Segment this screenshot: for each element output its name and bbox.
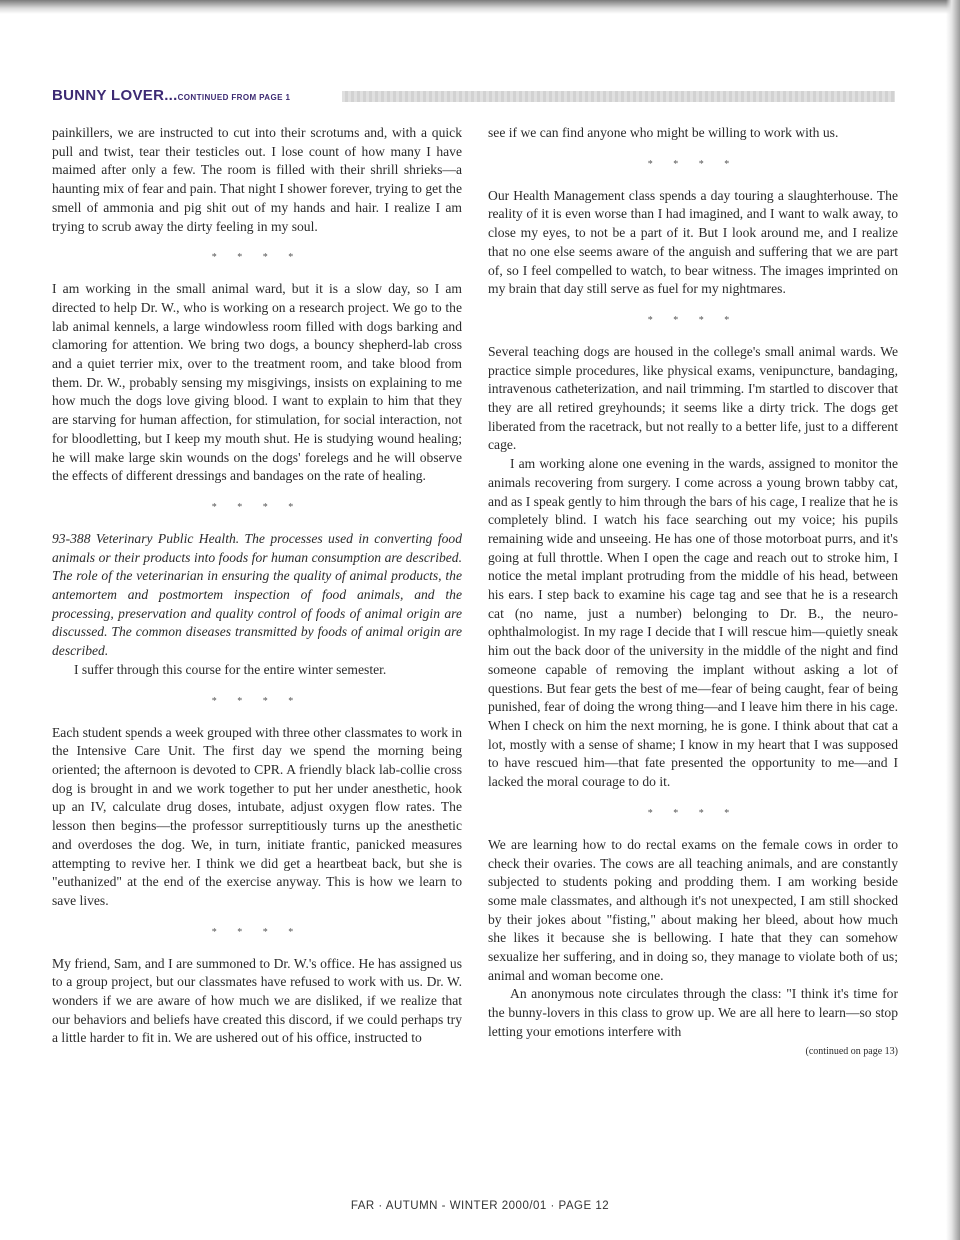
- paragraph: Our Health Management class spends a day touring a slaughterhouse. The reality of it is even worse than I had imagined, and I want to walk away, to close my eyes, to not be a part of it. But I look around me, and I realize that no one else seems aware of the anguish and suffering that we are part of, so I feel compelled to watch, to bear witness. The images imprinted on my brain that day still serve as fuel for my nightmares.: [488, 187, 898, 297]
- continued-on-note: (continued on page 13): [805, 1045, 898, 1057]
- paragraph: I suffer through this course for the entire winter semester.: [74, 661, 387, 677]
- right-column: [488, 124, 898, 1060]
- scan-edge-right: [946, 0, 960, 1240]
- paragraph: see if we can find anyone who might be willing to work with us.: [488, 125, 839, 140]
- left-column: [52, 124, 462, 1048]
- paragraph: An anonymous note circulates through the class: "I think it's time for the bunny-lovers in this class to grow up. We are all here to learn—so stop letting your emotions interfere with: [488, 986, 898, 1039]
- section-separator: * * * *: [647, 314, 739, 326]
- article-title: [52, 88, 296, 106]
- paragraph: I am working alone one evening in the wards, assigned to monitor the animals recovering from surgery. I come across a young brown tabby cat, and as I speak gently to him through the bars of his cage, I realize that he is completely blind. I watch his face searching out my voice; his pupils remaining wide and unseeing. He has one of those motorboat purrs, and it's going at full throttle. When I open the cage and reach out to stroke him, I notice the metal implant protruding from the middle of his head, between his ears. I step back to examine his cage tag and see that he is a research cat (no name, just a number) belonging to Dr. B., the neuro-ophthalmologist. In my rage I decide that I will rescue him—quietly sneak him out the back door of the university in the middle of the night and find someone capable of removing the implant without asking a lot of questions. But fear gets the best of me—fear of being caught, fear of being punished, fear of doing the wrong thing—and I leave him there in his cage. When I check on him the next morning, he is gone. I think about that cat a lot, mostly with a sense of shame; I know in my heart that I was supposed to have rescued him—that fate presented the opportunity to me—and I lacked the moral courage to do it.: [488, 456, 898, 790]
- paragraph: Each student spends a week grouped with three other classmates to work in the Intensive Care Unit. The first day we spend the morning being oriented; the afternoon is devoted to CPR. A friendly black lab-collie cross dog is brought in and we work together to put her under anesthetic, hook up an IV, calculate drug doses, intubate, adjust oxygen flow rates. The lesson then begins—the professor surreptitiously turns up the anesthetic and overdoses the dog. We, in turn, initiate frantic, panicked measures attempting to revive her. I think we did get a heartbeat back, but she is "euthanized" at the end of the exercise anyway. This is how we learn to save lives.: [52, 724, 462, 908]
- paragraph: I am working in the small animal ward, but it is a slow day, so I am directed to help Dr. W., who is working on a research project. We go to the lab animal kennels, a large windowless room filled with dogs barking and clamoring for attention. We bring two dogs, a bouncy shepherd-lab cross and a quiet terrier mix, over to the treatment room, and take blood from them. Dr. W., probably sensing my misgivings, insists on explaining to me how much the dogs love giving blood. I want to explain to him that they are starving for human affection, for stimulation, for social interaction, not for bloodletting, but I keep my mouth shut. He is studying wound healing; he will make large skin wounds on the dogs' forelegs and he will observe the effects of different dressings and bandages on the rate of healing.: [52, 281, 462, 484]
- section-separator: * * * *: [647, 158, 739, 170]
- article-title-text: BUNNY LOVER...: [52, 87, 178, 104]
- scan-edge-top: [0, 0, 960, 14]
- continued-from-label: CONTINUED FROM PAGE 1: [177, 93, 291, 102]
- header-shade-bar: [342, 91, 895, 102]
- paragraph: Several teaching dogs are housed in the college's small animal wards. We practice simple procedures, like physical exams, venipuncture, bandaging, intravenous catheterization, and nail trimming. I'm startled to discover that they are all retired greyhounds; it seems like a dirty trick. The dogs get liberated from the racetrack, but not really to a better life, just to a different cage.: [488, 343, 898, 453]
- article-header: [52, 88, 895, 104]
- paragraph: painkillers, we are instructed to cut into their scrotums and, with a quick pull and twist, tear their testicles out. I lose count of how many I have maimed after only a few. The room is filled with their shrill shrieks—a haunting mix of fear and pain. That night I shower forever, trying to get the smell of ammonia and pig shit out of my hands and hair. I realize I am trying to scrub away the dirty feeling in my soul.: [52, 125, 462, 234]
- section-separator: * * * *: [211, 501, 303, 513]
- section-separator: * * * *: [647, 807, 739, 819]
- paragraph: We are learning how to do rectal exams on the female cows in order to check their ovaries. The cows are all teaching animals, and are constantly subjected to students poking and prodding them. I am working beside some male classmates, and although it's not unexpected, I am still shocked by their jokes about "fisting," about making her bleed, about how much she likes it because she is bellowing. I hate that they can somehow sexualize her suffering, and in doing so, they manage to violate both of us; animal and woman become one.: [488, 836, 898, 983]
- section-separator: * * * *: [211, 695, 303, 707]
- course-description: 93-388 Veterinary Public Health. The processes used in converting food animals or their products into foods for human consumption are described. The role of the veterinarian in ensuring the quality of animal products, the antemortem and postmortem inspection of food animals, and the processing, preservation and quality control of foods of animal origin are discussed. The common diseases transmitted by foods of animal origin are described.: [52, 530, 462, 659]
- page-footer: FAR · AUTUMN - WINTER 2000/01 · PAGE 12: [350, 1200, 610, 1212]
- section-separator: * * * *: [211, 252, 303, 264]
- section-separator: * * * *: [211, 926, 303, 938]
- paragraph: My friend, Sam, and I are summoned to Dr. W.'s office. He has assigned us to a group project, but our classmates have refused to work with us. Dr. W. wonders if we are aware of how much we are disliked, if we realize that our behaviors and beliefs have created this discord, if we could perhaps try a little harder to fit in. We are ushered out of his office, instructed to: [52, 955, 462, 1046]
